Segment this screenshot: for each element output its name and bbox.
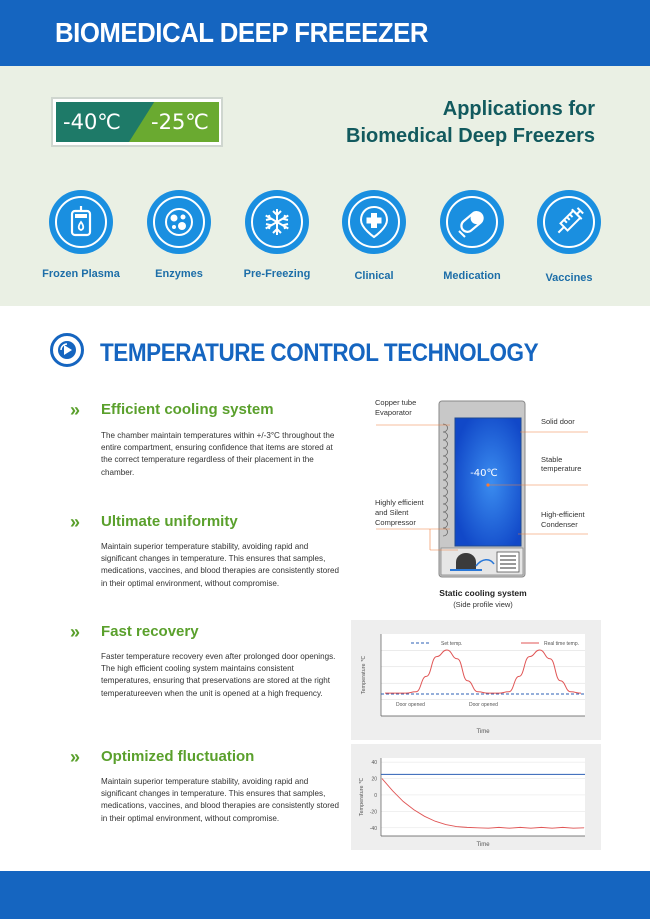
section-logo-icon <box>50 333 84 367</box>
y-tick-label: 20 <box>371 776 377 783</box>
applications-title-line1: Applications for <box>442 98 595 120</box>
app-label-vaccines: Vaccines <box>545 272 593 284</box>
y-axis-label: Temperature ℃ <box>361 655 367 695</box>
applications-title-line2: Biomedical Deep Freezers <box>346 125 595 147</box>
page-title: BIOMEDICAL DEEP FREEEZER <box>55 17 429 48</box>
y-tick-label: 0 <box>374 792 377 799</box>
bullet-arrow-icon: » <box>70 747 81 767</box>
freezer-diagram <box>370 390 600 615</box>
footer-bar <box>0 871 650 919</box>
feature-title-uniformity: Ultimate uniformity <box>101 513 238 530</box>
feature-text-uniformity: Maintain superior temperature stability, avoiding rapid and significant changes in temperature. This ensures that samples, medications, vaccines, and blood therapies are consistently stored in their optimal environment, without compromise. <box>101 542 339 588</box>
app-label-enzymes: Enzymes <box>155 268 203 280</box>
app-label-pre-freezing: Pre-Freezing <box>243 268 311 280</box>
feature-text-cooling: The chamber maintain temperatures within +/-3°C throughout the entire compartment, ensuring confidence that items are stored at the correct temperature regardless of their placement in the chamber. <box>101 431 335 477</box>
legend-label: Set temp. <box>441 641 463 647</box>
snowflake-icon <box>245 190 309 254</box>
feature-title-cooling: Efficient cooling system <box>101 401 274 418</box>
annotation-label: Door opened <box>469 702 498 708</box>
medical-cross-icon <box>342 190 406 254</box>
annotation-label: Door opened <box>396 702 425 708</box>
bullet-arrow-icon: » <box>70 622 81 642</box>
pills-icon <box>440 190 504 254</box>
compressor-label: and Silent <box>375 508 409 517</box>
plot-area <box>381 758 585 836</box>
app-label-frozen-plasma: Frozen Plasma <box>42 268 120 280</box>
cells-icon <box>147 190 211 254</box>
bullet-arrow-icon: » <box>70 512 81 532</box>
cold-temp-label: -40℃ <box>63 110 121 134</box>
copper-label: Evaporator <box>375 408 412 417</box>
y-tick-label: -40 <box>369 825 377 832</box>
x-axis-label: Time <box>476 729 490 735</box>
app-label-clinical: Clinical <box>354 270 394 282</box>
feature-text-recovery: Faster temperature recovery even after prolonged door openings. The high efficient cooling system maintains consistent temperatures, ensuring that preservations are stored at the right temperatureeven when the unit is opened at a high frequency. <box>101 652 336 698</box>
stable-label: Stable <box>541 455 563 464</box>
y-axis-label: Temperature ℃ <box>359 777 365 817</box>
recovery-chart <box>351 620 601 740</box>
feature-text-fluctuation: Maintain superior temperature stability, avoiding rapid and significant changes in temperature. This ensures that samples, medications, vaccines, and blood therapies are consistently stored in their optimal environment, without compromise. <box>101 777 339 823</box>
feature-title-recovery: Fast recovery <box>101 623 199 640</box>
compressor-label: Highly efficient <box>375 498 424 507</box>
feature-title-fluctuation: Optimized fluctuation <box>101 748 255 765</box>
syringe-icon <box>537 190 601 254</box>
section-title: TEMPERATURE CONTROL TECHNOLOGY <box>100 339 539 367</box>
applications-title <box>346 96 595 150</box>
copper-label: Copper tube <box>375 398 417 407</box>
temperature-badge <box>51 97 223 147</box>
fluctuation-chart <box>351 744 601 850</box>
app-label-medication: Medication <box>443 270 501 282</box>
y-tick-label: -20 <box>369 809 377 816</box>
stable-label: temperature <box>541 464 582 473</box>
x-axis-label: Time <box>476 842 490 848</box>
diagram-subcaption: (Side profile view) <box>453 600 513 609</box>
bullet-arrow-icon: » <box>70 400 81 420</box>
diagram-temp-label: -40℃ <box>470 468 498 479</box>
legend-label: Real time temp. <box>544 641 580 647</box>
condenser-label: High-efficient <box>541 510 585 519</box>
diagram-caption: Static cooling system <box>439 588 527 598</box>
solid-door-label: Solid door <box>541 417 575 426</box>
compressor-label: Compressor <box>375 518 416 527</box>
mild-temp-label: -25℃ <box>151 110 209 134</box>
condenser-label: Condenser <box>541 520 578 529</box>
header-bar <box>0 0 650 66</box>
blood-bag-icon <box>49 190 113 254</box>
y-tick-label: 40 <box>371 760 377 767</box>
